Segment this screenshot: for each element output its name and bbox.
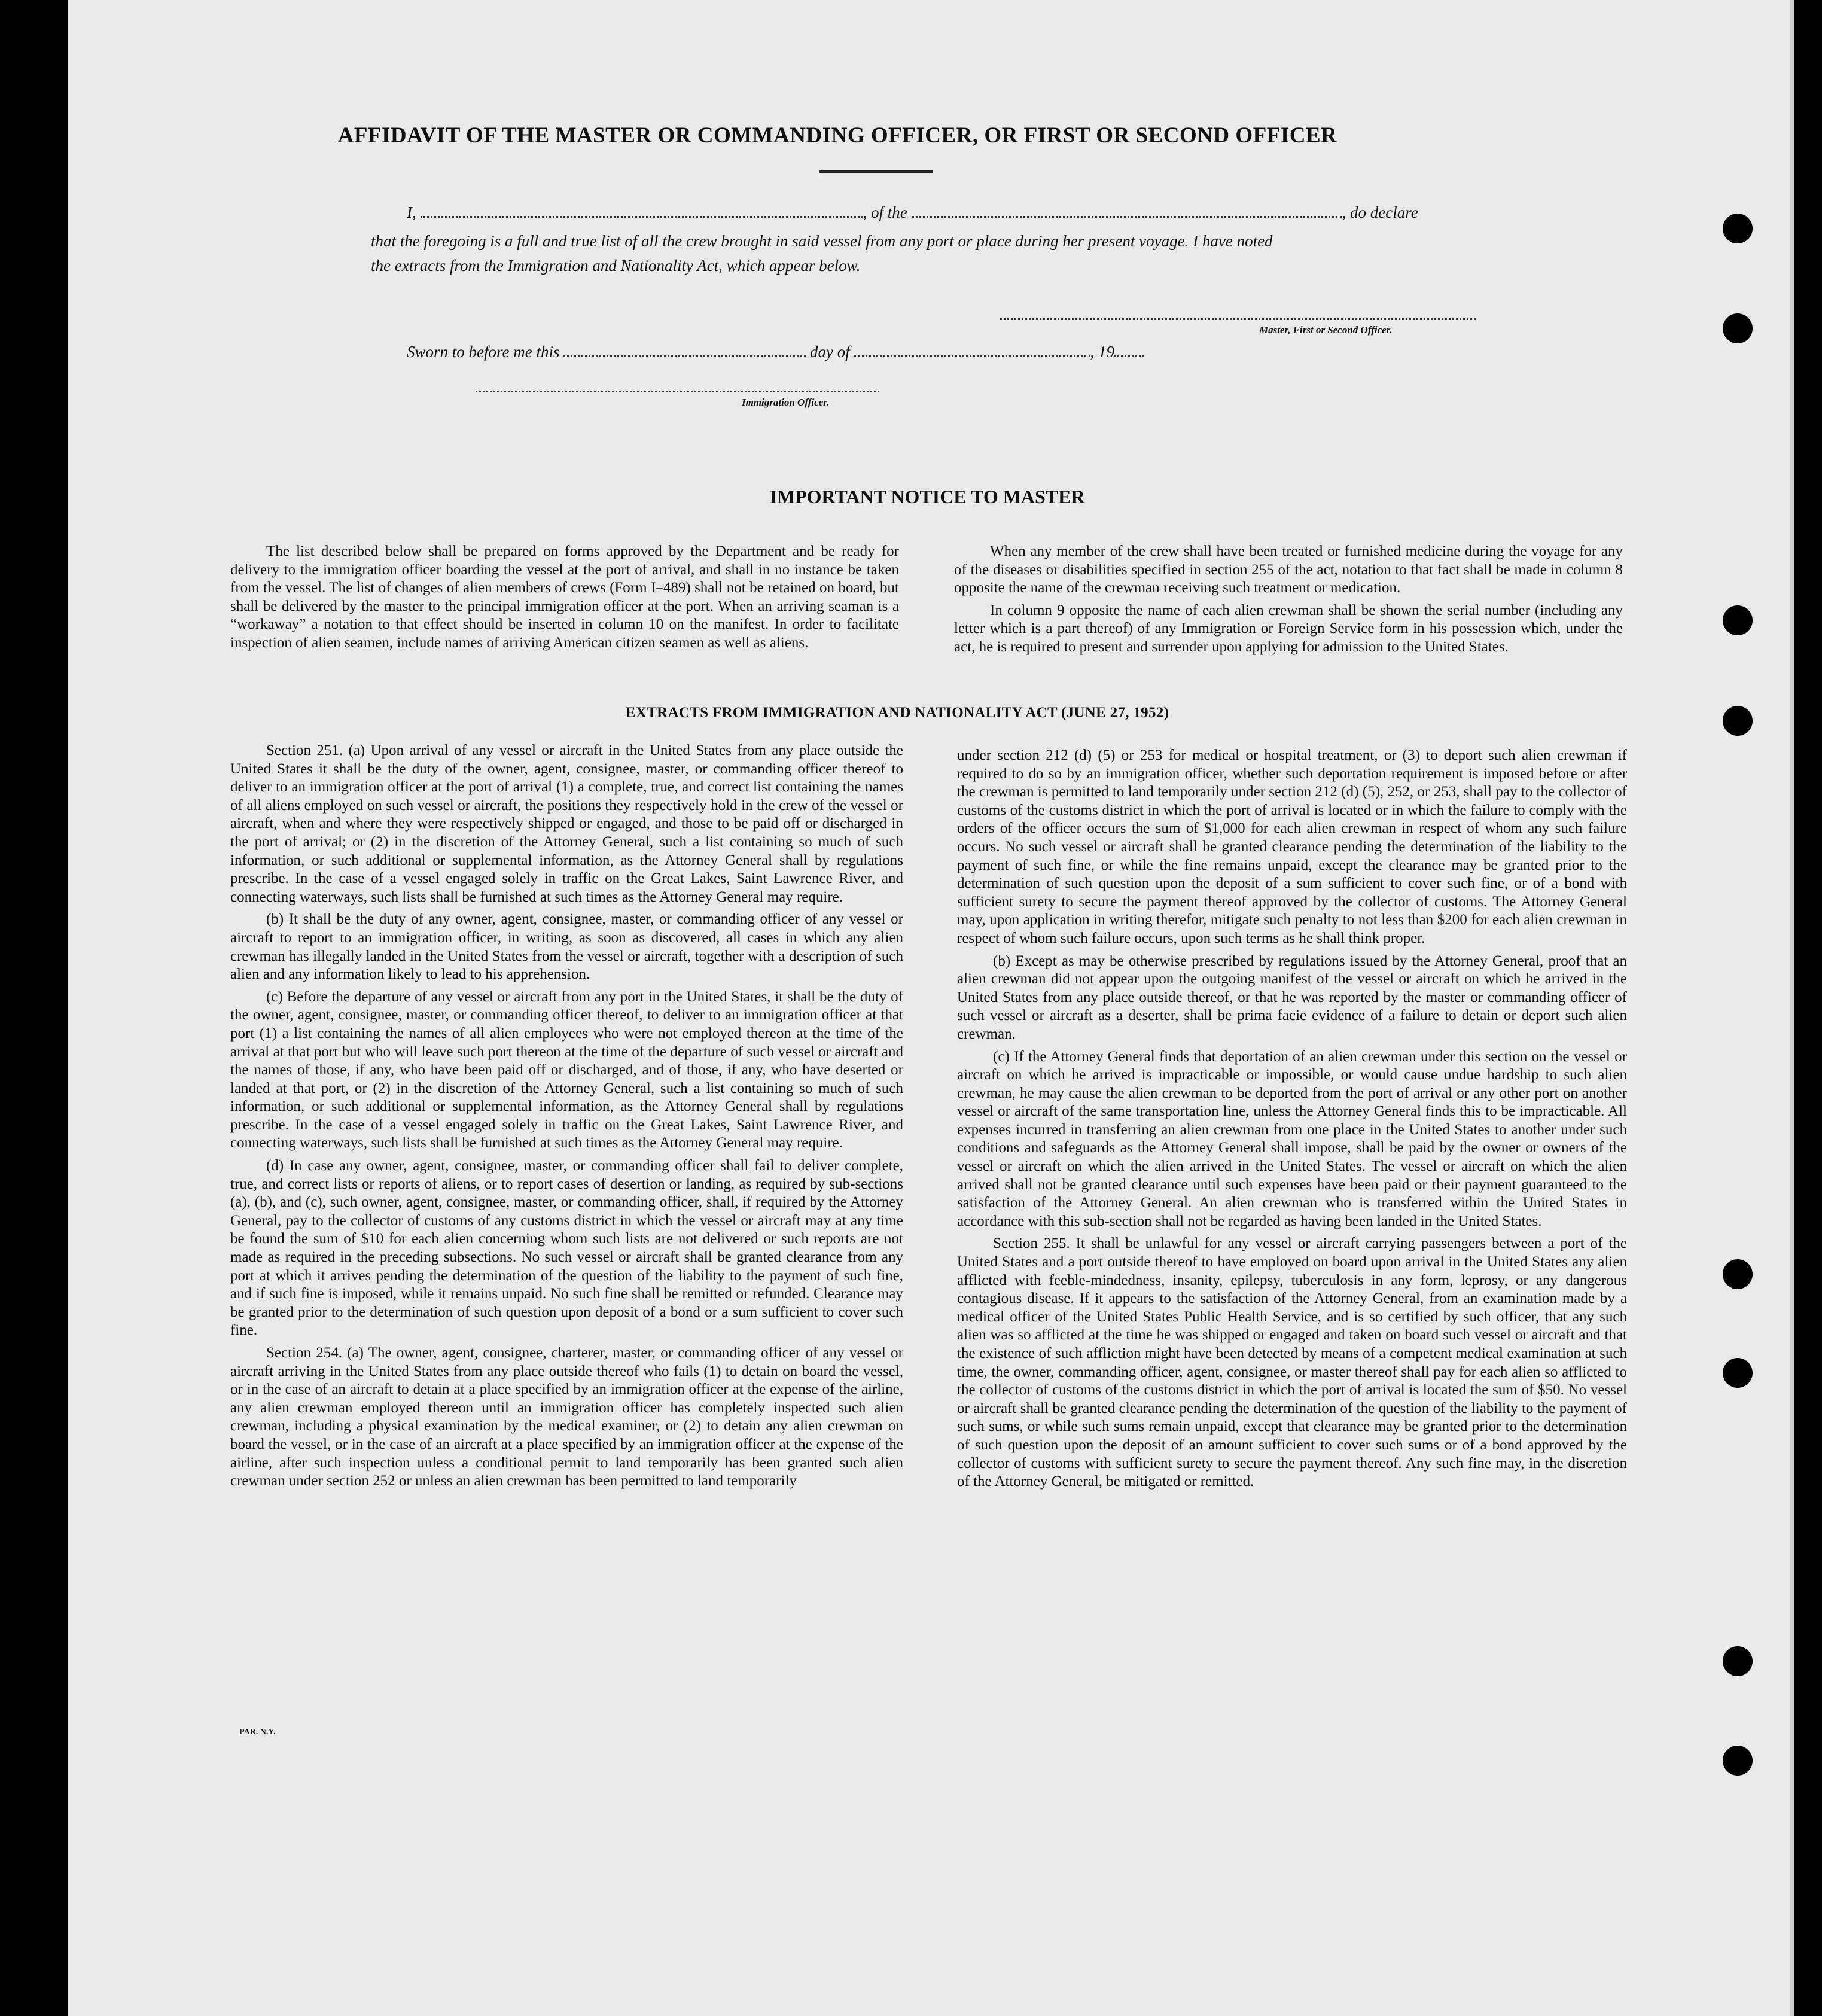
punch-hole: [1723, 706, 1753, 736]
section-251-d: (d) In case any owner, agent, consignee, master, or commanding officer shall fail to deliver complete, true, and correct lists or reports of aliens, or to report cases of desertion or landing, as required by sub-sections (a), (b), and (c), such owner, agent, consignee, master, or commanding officer, shall, if required by the Attorney General, pay to the collector of customs of any customs district in which the vessel or aircraft may at any time be found the sum of $10 for each alien concerning whom such lists are not delivered or such reports are not made as required in the preceding subsections. No such vessel or aircraft shall be granted clearance from any port at which it arrives pending the determination of the question of the liability to the payment of such fine, and if such fine is imposed, while it remains unpaid. No such fine shall be remitted or refunded. Clearance may be granted prior to the determination of such question upon deposit of a bond or a sum sufficient to cover such fine.: [230, 1158, 903, 1339]
section-255: Section 255. It shall be unlawful for any vessel or aircraft carrying passengers between a port of the United States and a port outside thereof to have employed on board upon arrival in the United States any alien afflicted with feeble-mindedness, insanity, epilepsy, tuberculosis in any form, leprosy, or any dangerous contagious disease. If it appears to the satisfaction of the Attorney General, from an examination made by a medical officer of the United States Public Health Service, and is so certified by such officer, that any such alien was so afflicted at the time he was shipped or engaged and taken on board such vessel or aircraft and that the existence of such affliction might have been detected by means of a competent medical examination at such time, the owner, commanding officer, agent, consignee, or master thereof shall pay for each alien so afflicted to the collector of customs of the customs district in which the port of arrival is located the sum of $50. No vessel or aircraft shall be granted clearance pending the determination of the question of the liability to the payment of such sums, or while such sums remain unpaid, except that clearance may be granted prior to the determination of such question upon the deposit of an amount sufficient to cover such sums or of a bond approved by the collector of customs with sufficient surety to secure the payment thereof. Any such fine may, in the discretion of the Attorney General, be mitigated or remitted.: [957, 1235, 1627, 1490]
declarant-name-field[interactable]: [421, 204, 863, 218]
section-251-c: (c) Before the departure of any vessel or aircraft from any port in the United States, it shall be the duty of the owner, agent, consignee, master, or commanding officer thereof, to deliver to an immigration officer at that port (1) a list containing the names of all alien employees who were not employed thereon at the time of the arrival at that port but who will leave such port thereon at the time of the departure of such vessel or aircraft and the names of those, if any, who have been paid off or discharged, and of those, if any, who have deserted or landed at that port, or (2) in the discretion of the Attorney General, such a list containing so much of such information, or such additional or supplemental information, as the Attorney General shall by regulations prescribe. In the case of a vessel engaged solely in traffic on the Great Lakes, Saint Lawrence River, and connecting waterways, such lists shall be furnished at such times as the Attorney General may require.: [230, 988, 903, 1152]
officer-signature-label: Immigration Officer.: [742, 397, 830, 408]
sworn-day-field[interactable]: [563, 343, 806, 357]
notice-right-paragraph-1: When any member of the crew shall have been treated or furnished medicine during the voyage for any of the diseases or disabilities specified in section 255 of the act, notation to that fact shall be made in column 8 opposite the name of the crewman receiving such treatment or medication.: [954, 543, 1623, 596]
notice-left-column: [230, 543, 899, 657]
punch-hole: [1723, 1259, 1753, 1289]
punch-hole: [1723, 1358, 1753, 1388]
i-label: I,: [407, 203, 416, 221]
extracts-left-column: [230, 742, 903, 1495]
punch-hole: [1723, 214, 1753, 243]
punch-hole: [1723, 1646, 1753, 1676]
of-the-label: , of the: [863, 203, 907, 221]
day-of-label: day of: [810, 343, 850, 361]
year-label: , 19: [1090, 343, 1114, 361]
section-251-a: Section 251. (a) Upon arrival of any vessel or aircraft in the United States from any place outside the United States it shall be the duty of the owner, agent, consignee, master, or commanding officer thereof to deliver to an immigration officer at the port of arrival (1) a complete, true, and correct list containing the names of all aliens employed on such vessel or aircraft, the positions they respectively hold in the crew of the vessel or aircraft, when and where they were respectively shipped or engaged, and those to be paid off or discharged in the port of arrival; or (2) in the discretion of the Attorney General, such a list containing so much of such information, or such additional or supplemental information, as the Attorney General shall by regulations prescribe. In the case of a vessel engaged solely in traffic on the Great Lakes, Saint Lawrence River, and connecting waterways, such lists shall be furnished at such times as the Attorney General may require.: [230, 742, 903, 905]
notice-right-paragraph-2: In column 9 opposite the name of each alien crewman shall be shown the serial number (including any letter which is a part thereof) of any Immigration or Foreign Service form in his possession which, under the act, he is required to present and surrender upon applying for admission to the United States.: [954, 602, 1623, 655]
section-251-b: (b) It shall be the duty of any owner, agent, consignee, master, or commanding officer of any vessel or aircraft to report to an immigration officer, in writing, as soon as discovered, all cases in which any alien crewman has illegally landed in the United States from the vessel or aircraft, together with a description of such alien and any information likely to lead to his apprehension.: [230, 911, 903, 983]
sworn-month-field[interactable]: [854, 343, 1090, 357]
section-254-b: (b) Except as may be otherwise prescribed by regulations issued by the Attorney General, proof that an alien crewman did not appear upon the outgoing manifest of the vessel or aircraft on which he arrived in the United States from any place outside thereof, or that he was reported by the master or commanding officer of such vessel or aircraft as a deserter, shall be prima facie evidence of a failure to detain or deport such alien crewman.: [957, 952, 1627, 1042]
affidavit-line-3: the extracts from the Immigration and Nationality Act, which appear below.: [371, 257, 861, 275]
affidavit-line-2: that the foregoing is a full and true list of all the crew brought in said vessel from any port or place during her present voyage. I have noted: [371, 232, 1273, 250]
title-divider: [819, 170, 933, 173]
punch-hole: [1723, 605, 1753, 635]
sworn-year-field[interactable]: [1114, 343, 1144, 357]
declaration-line: [407, 203, 1477, 222]
sworn-line: [407, 343, 1144, 361]
section-254-a-continued: under section 212 (d) (5) or 253 for medical or hospital treatment, or (3) to deport such alien crewman if required to do so by an immigration officer, whether such deportation requirement is imposed before or after the crewman is permitted to land temporarily under section 212 (d) (5), 252, or 253, shall pay to the collector of customs of the customs district in which the port of arrival is located or in which the failure to comply with the orders of the officer occurs the sum of $1,000 for each alien crewman in respect of whom any such failure occurs. No such vessel or aircraft shall be granted clearance pending the determination of the liability to the payment of such fine, or while the fine remains unpaid, except the clearance may be granted prior to the determination of such question upon the deposit of a sum sufficient to cover such fine, or of a bond with sufficient surety to secure the payment thereof approved by the collector of customs. The Attorney General may, upon application in writing therefor, mitigate such penalty to not less than $200 for each alien crewman in respect of whom such failure occurs, upon such terms as he shall think proper.: [957, 747, 1627, 946]
sworn-label: Sworn to before me this: [407, 343, 560, 361]
punch-hole: [1723, 313, 1753, 343]
notice-right-column: [954, 543, 1623, 661]
notice-title: IMPORTANT NOTICE TO MASTER: [769, 486, 1085, 507]
punch-hole: [1723, 1746, 1753, 1776]
extracts-right-column: [957, 747, 1627, 1496]
extracts-title: EXTRACTS FROM IMMIGRATION AND NATIONALITY ACT (JUNE 27, 1952): [625, 705, 1169, 721]
master-signature-label: Master, First or Second Officer.: [1259, 324, 1393, 336]
section-254-a: Section 254. (a) The owner, agent, consignee, charterer, master, or commanding officer of any vessel or aircraft arriving in the United States from any place outside thereof who fails (1) to detain on board the vessel, or in the case of an aircraft to detain at a place specified by an immigration officer at the expense of the airline, any alien crewman employed thereon until an immigration officer has completely inspected such alien crewman, including a physical examination by the medical examiner, or (2) to detain any alien crewman on board the vessel, or in the case of an aircraft at a place specified by an immigration officer at the expense of the airline, after such inspection unless a conditional permit to land temporarily has been granted such alien crewman under section 252 or unless an alien crewman has been permitted to land temporarily: [230, 1345, 903, 1490]
printer-mark: PAR. N.Y.: [239, 1728, 276, 1737]
affidavit-title: AFFIDAVIT OF THE MASTER OR COMMANDING OFFICER, OR FIRST OR SECOND OFFICER: [337, 123, 1337, 148]
section-254-c: (c) If the Attorney General finds that deportation of an alien crewman under this section on the vessel or aircraft on which he arrived is impracticable or impossible, or would cause undue hardship to such alien crewman, he may cause the alien crewman to be deported from the port of arrival or any other port on another vessel or aircraft of the same transportation line, unless the Attorney General finds this to be impracticable. All expenses incurred in transferring an alien crewman from one place in the United States to another under such conditions and safeguards as the Attorney General shall impose, shall be paid by the owner or owners of the vessel or aircraft on which the alien arrived in the United States. The vessel or aircraft on which the alien arrived shall not be granted clearance until such expenses have been paid or their payment guaranteed to the satisfaction of the Attorney General. An alien crewman who is transferred within the United States in accordance with this sub-section shall not be regarded as having been landed in the United States.: [957, 1048, 1627, 1229]
master-signature-line[interactable]: [1000, 318, 1476, 320]
vessel-name-field[interactable]: [912, 204, 1342, 218]
officer-signature-line[interactable]: [476, 391, 879, 392]
notice-left-paragraph: The list described below shall be prepared on forms approved by the Department and be ready for delivery to the immigration officer boarding the vessel at the port of arrival, and shall in no instance be taken from the vessel. The list of changes of alien members of crews (Form I–489) shall not be retained on board, but shall be delivered by the master to the principal immigration officer at the port. When an arriving seaman is a “workaway” a notation to that effect should be inserted in column 10 on the manifest. In order to facilitate inspection of alien seamen, include names of arriving American citizen seamen as well as aliens.: [230, 543, 899, 651]
declare-label: , do declare: [1342, 203, 1418, 221]
